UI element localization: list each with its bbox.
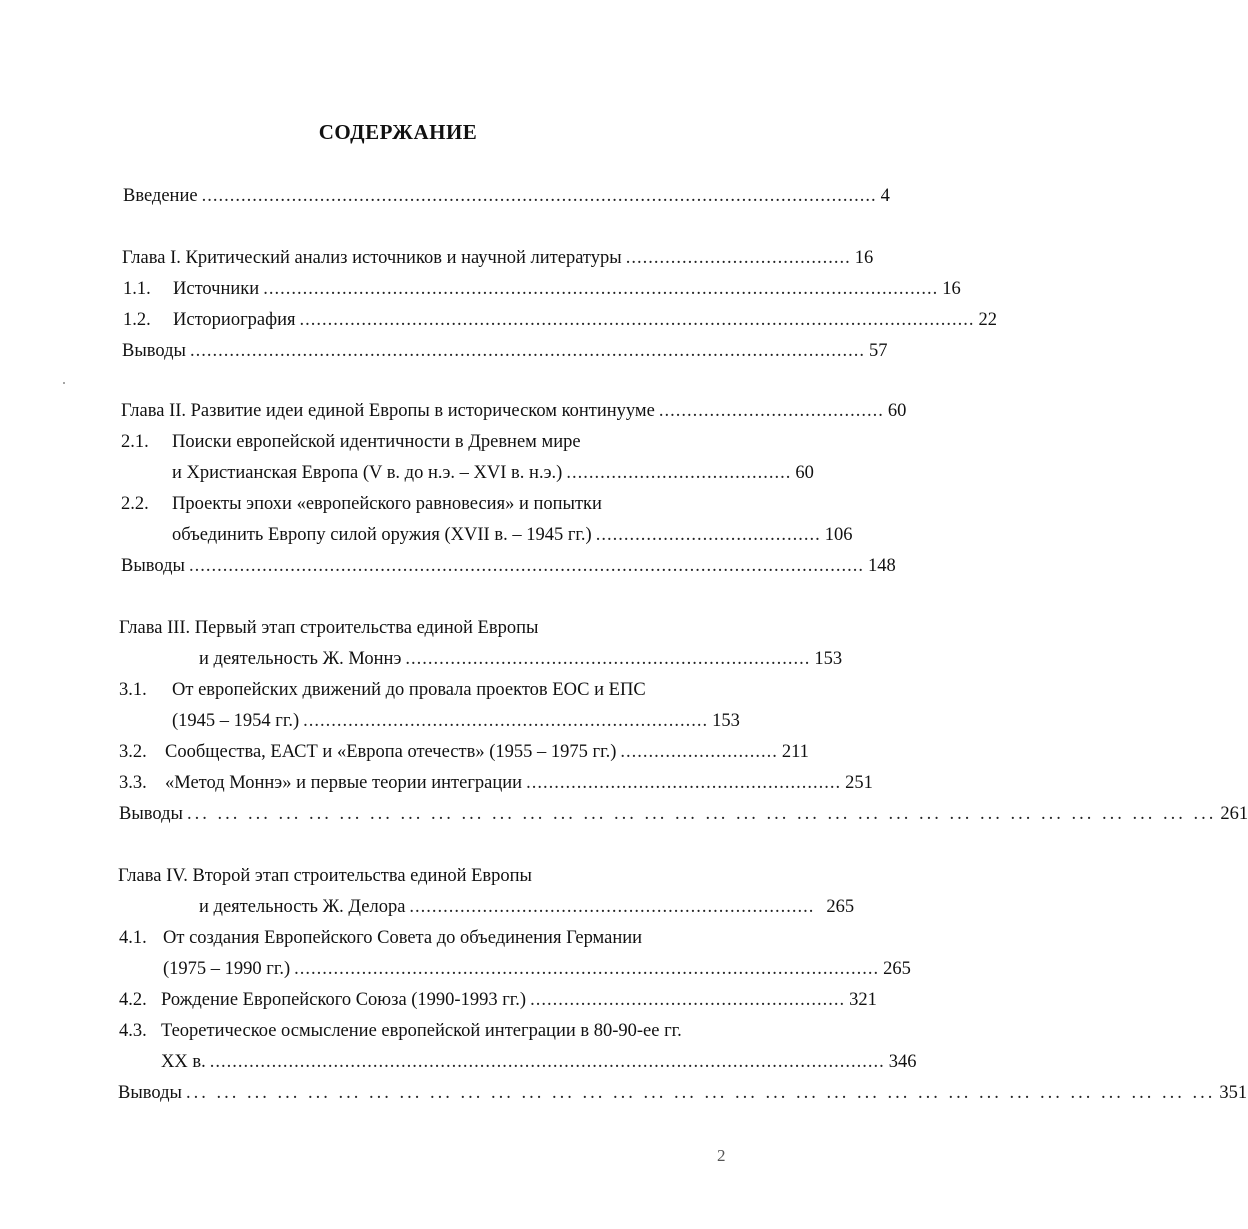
toc-section-2-1[interactable] xyxy=(121,430,581,454)
toc-page-number: 265 xyxy=(826,897,855,917)
toc-section-3-1[interactable] xyxy=(119,678,646,702)
toc-section-label: Теоретическое осмысление европейской интеграции в 80-90-ее гг. xyxy=(161,1021,682,1041)
dot-leader: ........................................................................................................................ xyxy=(188,556,864,576)
dot-leader: ........................................ xyxy=(595,525,821,545)
dot-leader: ........................................................................ xyxy=(303,711,709,731)
toc-section-label-cont: и Христианская Европа (V в. до н.э. – XVI в. н.э.) xyxy=(172,463,563,483)
dot-leader: ........................................................ xyxy=(526,773,842,793)
toc-conclusion-2[interactable] xyxy=(121,554,896,578)
toc-section-3-2[interactable] xyxy=(119,740,809,764)
dot-leader: ........................................................................................................................ xyxy=(201,186,877,206)
toc-page-number: 265 xyxy=(883,959,911,979)
toc-entry-label: Выводы xyxy=(122,341,186,361)
toc-chapter-heading: Глава II. Развитие идеи единой Европы в историческом континууме xyxy=(121,401,655,421)
toc-section-1-2[interactable] xyxy=(123,308,998,332)
toc-page-number: 60 xyxy=(887,401,907,421)
toc-chapter-4-cont[interactable] xyxy=(199,895,855,919)
toc-section-number: 1.2. xyxy=(123,310,151,330)
toc-page-number: 351 xyxy=(1219,1083,1248,1103)
toc-section-label-cont: объединить Европу силой оружия (XVII в. – 1945 гг.) xyxy=(172,525,592,545)
toc-page-number: 16 xyxy=(854,248,874,268)
toc-conclusion-1[interactable] xyxy=(122,339,888,363)
toc-page-number: 60 xyxy=(795,463,814,483)
toc-chapter-heading-cont: и деятельность Ж. Моннэ xyxy=(199,649,402,669)
dot-leader: ........................................................................ xyxy=(405,649,811,669)
toc-conclusion-4[interactable] xyxy=(118,1081,1248,1105)
toc-entry-label: Выводы xyxy=(121,556,185,576)
toc-section-1-1[interactable] xyxy=(123,277,961,301)
toc-page-number: 261 xyxy=(1220,804,1248,824)
toc-chapter-3-cont[interactable] xyxy=(199,647,843,671)
toc-section-4-1-cont[interactable] xyxy=(163,957,911,981)
toc-page-number: 211 xyxy=(781,742,809,762)
scan-speck xyxy=(63,382,65,384)
toc-entry-label: Выводы xyxy=(118,1083,182,1103)
dot-leader: ............................ xyxy=(620,742,778,762)
toc-chapter-4[interactable]: Глава IV. Второй этап строительства единой Европы xyxy=(118,866,532,886)
dot-leader: ........................................ xyxy=(625,248,851,268)
toc-section-number: 4.1. xyxy=(119,928,147,948)
toc-chapter-heading-cont: и деятельность Ж. Делора xyxy=(199,897,406,917)
dot-leader: ........................................................................................................................ xyxy=(263,279,939,299)
toc-chapter-heading: Глава I. Критический анализ источников и научной литературы xyxy=(122,248,622,268)
toc-section-label-cont: XX в. xyxy=(161,1052,206,1072)
toc-chapter-2[interactable] xyxy=(121,399,907,423)
toc-section-label: Сообщества, ЕАСТ и «Европа отечеств» (1955 – 1975 гг.) xyxy=(165,742,617,762)
toc-section-number: 2.2. xyxy=(121,494,149,514)
toc-section-4-3[interactable] xyxy=(119,1019,682,1043)
toc-section-label: Источники xyxy=(173,279,260,299)
toc-section-label: Проекты эпохи «европейского равновесия» и попытки xyxy=(172,494,602,514)
toc-page-number: 346 xyxy=(888,1052,917,1072)
page-number: 2 xyxy=(717,1146,726,1165)
toc-page-number: 4 xyxy=(880,186,890,206)
page-title: СОДЕРЖАНИЕ xyxy=(318,120,478,144)
dot-leader: ........................................................ xyxy=(530,990,846,1010)
toc-conclusion-3[interactable] xyxy=(119,802,1248,826)
dot-leader: ........................................................................................................................ xyxy=(189,341,865,361)
toc-section-number: 4.3. xyxy=(119,1021,147,1041)
toc-section-label: Рождение Европейского Союза (1990-1993 гг.) xyxy=(161,990,527,1010)
toc-section-number: 3.3. xyxy=(119,773,147,793)
toc-page-number: 153 xyxy=(814,649,843,669)
toc-page-number: 153 xyxy=(712,711,740,731)
toc-section-4-1[interactable] xyxy=(119,926,642,950)
dot-leader: ........................................ xyxy=(658,401,884,421)
toc-page-number: 16 xyxy=(942,279,961,299)
toc-section-label: «Метод Моннэ» и первые теории интеграции xyxy=(165,773,523,793)
toc-section-number: 4.2. xyxy=(119,990,147,1010)
toc-section-number: 2.1. xyxy=(121,432,149,452)
toc-section-3-3[interactable] xyxy=(119,771,873,795)
toc-section-4-3-cont[interactable] xyxy=(161,1050,917,1074)
dot-leader: ........................................................................................................ xyxy=(294,959,880,979)
toc-page-number: 321 xyxy=(849,990,877,1010)
toc-section-label: От европейских движений до провала проектов ЕОС и ЕПС xyxy=(172,680,646,700)
toc-chapter-1[interactable] xyxy=(122,246,874,270)
dot-leader: ........................................ xyxy=(566,463,792,483)
toc-section-number: 1.1. xyxy=(123,279,151,299)
toc-section-label: Историография xyxy=(173,310,296,330)
toc-section-number: 3.1. xyxy=(119,680,147,700)
toc-page-number: 148 xyxy=(867,556,896,576)
dot-leader: ........................................................................ xyxy=(409,897,815,917)
toc-page-number: 106 xyxy=(824,525,853,545)
toc-section-label-cont: (1975 – 1990 гг.) xyxy=(163,959,291,979)
toc-section-2-2[interactable] xyxy=(121,492,602,516)
toc-entry-intro[interactable] xyxy=(123,184,890,208)
dot-leader: ........................................................................................................................ xyxy=(299,310,975,330)
toc-chapter-3[interactable]: Глава III. Первый этап строительства единой Европы xyxy=(119,618,539,638)
toc-entry-label: Выводы xyxy=(119,804,183,824)
toc-page-number: 22 xyxy=(978,310,998,330)
dot-leader: ... ... ... ... ... ... ... ... ... ... ... ... ... ... ... ... ... ... ... ... ... ... ... ... ... ... ... ... ... ... ... ... ... ... xyxy=(186,804,1217,824)
toc-section-number: 3.2. xyxy=(119,742,147,762)
toc-page-number: 251 xyxy=(845,773,873,793)
toc-section-2-1-cont[interactable] xyxy=(172,461,814,485)
toc-section-2-2-cont[interactable] xyxy=(172,523,853,547)
toc-section-label: От создания Европейского Совета до объединения Германии xyxy=(163,928,643,948)
toc-section-3-1-cont[interactable] xyxy=(172,709,740,733)
toc-section-4-2[interactable] xyxy=(119,988,877,1012)
dot-leader: ........................................................................................................................ xyxy=(209,1052,885,1072)
toc-section-label-cont: (1945 – 1954 гг.) xyxy=(172,711,300,731)
toc-section-label: Поиски европейской идентичности в Древнем мире xyxy=(172,432,581,452)
toc-page-number: 57 xyxy=(868,341,888,361)
dot-leader: ... ... ... ... ... ... ... ... ... ... ... ... ... ... ... ... ... ... ... ... ... ... ... ... ... ... ... ... ... ... ... ... ... ... xyxy=(185,1083,1216,1103)
toc-entry-label: Введение xyxy=(123,186,198,206)
